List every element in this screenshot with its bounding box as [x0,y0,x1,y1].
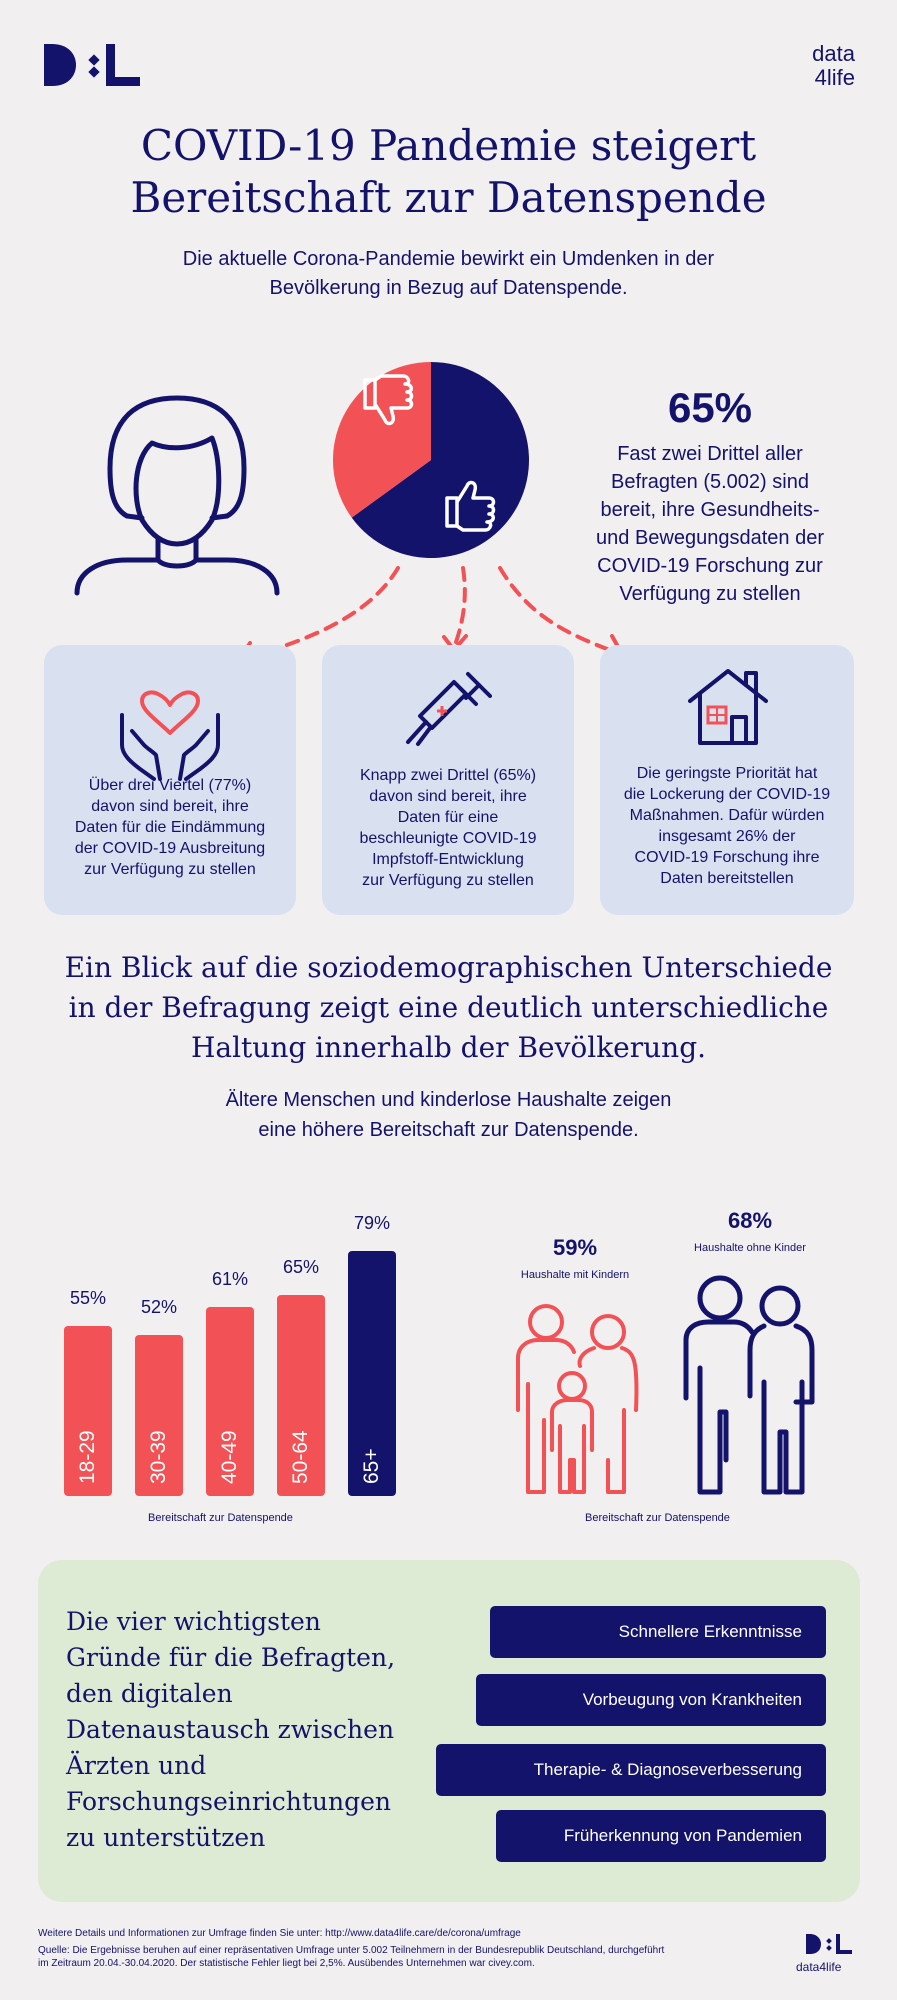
card-line: davon sind bereit, ihre [91,798,249,815]
reasons-heading-line: Ärzten und [66,1751,207,1780]
household-kids-value: 59% [552,1235,598,1260]
age-bar-value: 52% [140,1296,178,1317]
syringe-icon [404,670,494,760]
card-line: beschleunigte COVID-19 [359,830,537,847]
reasons-heading-line: Gründe für die Befragten, [66,1643,396,1672]
section2-heading-line: Ein Blick auf die soziodemographischen Unterschiede [64,951,833,984]
headline-line: Verfügung zu stellen [619,583,801,605]
card-vaccine [322,645,574,915]
age-bar-label: 18-29 [76,1430,99,1484]
section2-heading-line: in der Befragung zeigt eine deutlich unterschiedliche [68,991,829,1024]
brand-wordmark [812,42,855,90]
footer-brand: data4life [796,1960,842,1974]
card-line: die Lockerung der COVID-19 [623,786,831,803]
card-text [618,763,836,889]
headline-line: bereit, ihre Gesundheits- [600,499,820,521]
age-bar-value: 65% [282,1256,320,1277]
card-line: zur Verfügung zu stellen [84,861,256,878]
age-chart-caption: Bereitschaft zur Datenspende [148,1512,293,1524]
reasons-heading-line: Datenaustausch zwischen [66,1715,395,1744]
household-nokids-label: Haushalte ohne Kinder [694,1242,806,1254]
reasons-heading-line: zu unterstützen [66,1823,266,1852]
section2-heading-line: Haltung innerhalb der Bevölkerung. [190,1031,707,1064]
section2-subtitle [0,1085,897,1145]
card-line: Maßnahmen. Dafür würden [629,807,825,824]
headline-line: und Bewegungsdaten der [596,527,824,549]
d4l-logo [44,44,142,86]
headline-line: COVID-19 Forschung zur [597,555,823,577]
title-line1: COVID-19 Pandemie steigert [140,121,757,170]
age-bar-label: 50-64 [289,1430,312,1484]
reasons-list [38,1560,826,1902]
card-containment [44,645,296,915]
card-line: der COVID-19 Ausbreitung [74,840,266,857]
card-line: insgesamt 26% der [658,828,796,845]
reason-item: Vorbeugung von Krankheiten [476,1674,826,1726]
section2-sub-line: Ältere Menschen und kinderlose Haushalte zeigen [225,1089,672,1111]
brand-line2: 4life [814,65,855,90]
card-line: Daten für eine [397,809,499,826]
footer-source-line: im Zeitraum 20.04.-30.04.2020. Der statistische Fehler liegt bei 2,5%. Ausübendes Unternehmen war civey.com. [38,1958,535,1969]
reasons-heading-line: Die vier wichtigsten [66,1607,321,1636]
card-line: davon sind bereit, ihre [369,788,527,805]
family-without-kids-icon [680,1272,818,1496]
subtitle-line2: Bevölkerung in Bezug auf Datenspende. [269,277,628,299]
age-bar-value: 61% [211,1268,249,1289]
household-nokids-value: 68% [727,1208,773,1233]
age-bar-value: 55% [69,1287,107,1308]
card-line: Impfstoff-Entwicklung [372,851,524,868]
card-line: zur Verfügung zu stellen [362,872,534,889]
household-kids-label: Haushalte mit Kindern [520,1269,630,1281]
reasons-heading-line: den digitalen [66,1679,233,1708]
card-text [62,775,278,880]
reasons-heading-line: Forschungseinrichtungen [66,1787,392,1816]
page-subtitle [0,245,897,303]
household-chart-caption: Bereitschaft zur Datenspende [585,1512,730,1524]
card-text [340,765,556,891]
card-line: Knapp zwei Drittel (65%) [359,767,537,784]
title-line2: Bereitschaft zur Datenspende [130,173,767,222]
reason-item: Therapie- & Diagnoseverbesserung [436,1744,826,1796]
reason-item: Früherkennung von Pandemien [496,1810,826,1862]
card-line: Über drei Viertel (77%) [88,777,252,794]
age-bar-value: 79% [353,1213,391,1234]
footer-notes [38,1927,798,1970]
age-bar-label: 40-49 [218,1430,241,1484]
subtitle-line1: Die aktuelle Corona-Pandemie bewirkt ein Umdenken in der [182,248,715,270]
reasons-panel [38,1560,860,1902]
page-title [0,120,897,224]
headline-value: 65% [667,384,753,431]
age-bar-label: 30-39 [147,1430,170,1484]
reason-item: Schnellere Erkenntnisse [490,1606,826,1658]
age-bar-chart [0,1180,420,1520]
headline-line: Fast zwei Drittel aller [617,443,803,465]
house-icon [688,665,768,747]
footer-source-line: Quelle: Die Ergebnisse beruhen auf einer repräsentativen Umfrage unter 5.002 Teilnehmern in der Bundesrepublik Deutschland, durchgeführt [38,1945,665,1956]
footer-source-url: Weitere Details und Informationen zur Umfrage finden Sie unter: http://www.data4life.care/de/corona/umfrage [38,1928,521,1939]
heart-hands-icon [114,685,226,781]
section2-heading [0,948,897,1068]
section2-sub-line: eine höhere Bereitschaft zur Datenspende. [258,1119,639,1141]
brand-line1: data [812,41,855,66]
headline-line: Befragten (5.002) sind [611,471,809,493]
card-line: Die geringste Priorität hat [636,765,818,782]
card-line: Daten für die Eindämmung [74,819,266,836]
footer-logo-mark [806,1934,854,1956]
card-easing [600,645,854,915]
card-line: Daten bereitstellen [660,870,794,887]
age-bar-label: 65+ [360,1448,383,1484]
family-with-kids-icon [512,1300,642,1496]
card-line: COVID-19 Forschung ihre [634,849,820,866]
